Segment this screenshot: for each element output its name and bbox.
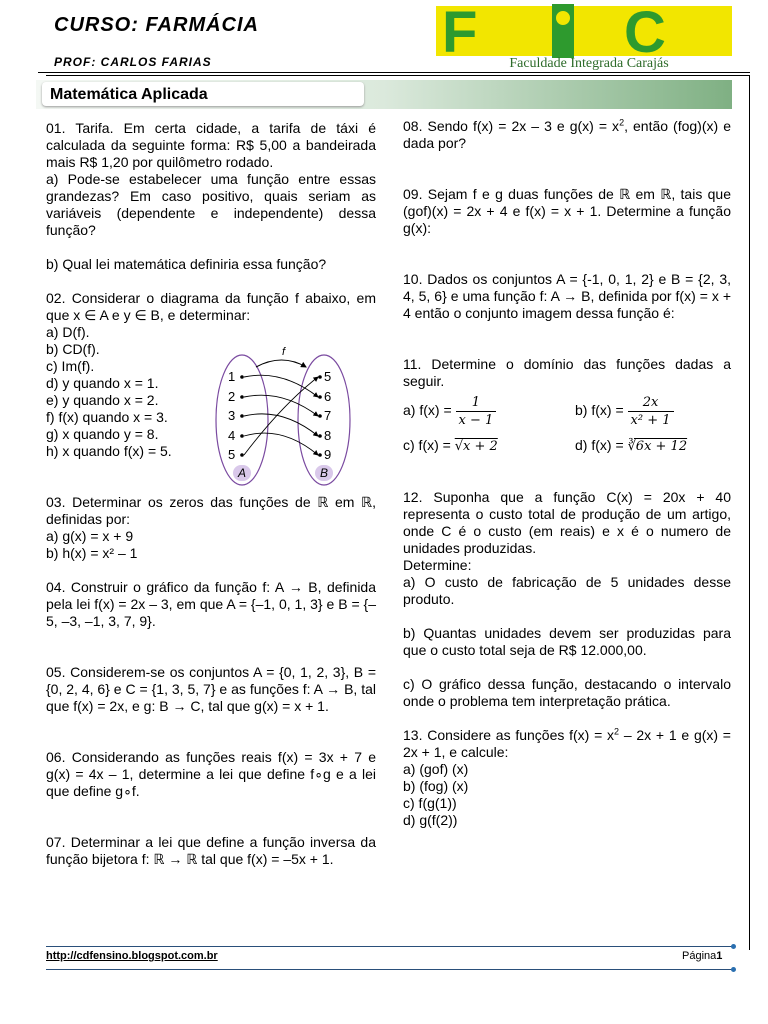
svg-text:F: F <box>442 4 478 65</box>
set-a-dot <box>240 434 244 438</box>
mapping-arrow <box>244 433 318 455</box>
question-12-determine: Determine: <box>403 557 472 573</box>
set-a-dot <box>240 375 244 379</box>
header-divider-bottom <box>46 75 750 76</box>
question-11-row-2 <box>403 437 731 455</box>
question-12c: c) O gráfico dessa função, destacando o intervalo onde o problema tem interpretação prática. <box>403 676 731 709</box>
subject-title: Matemática Aplicada <box>50 86 208 103</box>
set-a-label: A <box>238 466 247 480</box>
question-08: 08. Sendo f(x) = 2x – 3 e $g(x) = x^2$, então (fog)(x) e dada por? <box>403 117 731 151</box>
question-11-row-1 <box>403 394 731 429</box>
list-item: g) x quando y = 8. <box>46 426 159 442</box>
set-b-element: 9 <box>324 447 332 462</box>
page-border <box>749 76 750 950</box>
question-04: 04. Construir o gráfico da função f: A → B, definida pela lei f(x) = 2x – 3, em que A = {–1, 0, 1, 3} e B = {–5, –3, –1, 3, 7, 9}. <box>46 579 376 629</box>
question-13: 13. Considere as funções $f(x) = x^2 - 2x + 1$ e g(x) = 2x + 1, e calcule: <box>403 726 731 760</box>
subject-title-box <box>42 82 364 106</box>
logo-caption: Faculdade Integrada Carajás <box>509 56 669 71</box>
mapping-arrow <box>244 395 318 416</box>
question-11: 11. Determine o domínio das funções dadas a seguir. <box>403 356 731 389</box>
list-item: d) y quando x = 1. <box>46 375 159 391</box>
question-02: 02. Considerar o diagrama da função f abaixo, em que x ∈ A e y ∈ B, e determinar: <box>46 290 376 323</box>
question-03b: b) h(x) = x² – 1 <box>46 545 138 561</box>
question-01a: a) Pode-se estabelecer uma função entre essas grandezas? Em caso positivo, quais seriam as variáveis (dependente e independente) dessa função? <box>46 171 376 238</box>
course-title: CURSO: FARMÁCIA <box>54 14 259 36</box>
list-item: b) (fog) (x) <box>403 778 469 794</box>
question-06: 06. Considerando as funções reais f(x) = 3x + 7 e g(x) = 4x – 1, determine a lei que define f∘g e a lei que define g∘f. <box>46 749 376 799</box>
left-column <box>46 120 376 868</box>
list-item: a) (gof) (x) <box>403 761 469 777</box>
page-indicator <box>682 950 722 962</box>
set-a-element: 5 <box>228 447 236 462</box>
question-05: 05. Considerem-se os conjuntos A = {0, 1, 2, 3}, B = {0, 2, 4, 6} e C = {1, 3, 5, 7} e as funções f: A → B, tal que f(x) = 2x, e g: B → C, tal que g(x) = x + 1. <box>46 664 376 714</box>
fraction: $\frac{2x}{\text{x² + 1}}$ <box>628 394 674 429</box>
list-item: c) f(g(1)) <box>403 795 457 811</box>
function-diagram <box>206 345 366 490</box>
question-01b: b) Qual lei matemática definiria essa função? <box>46 256 327 272</box>
radical-expression: ∛6x + 12 <box>627 439 688 454</box>
set-a-element: 3 <box>228 408 236 423</box>
footer-divider <box>46 946 734 947</box>
question-12a: a) O custo de fabricação de 5 unidades desse produto. <box>403 574 731 607</box>
list-item: c) Im(f). <box>46 358 95 374</box>
set-b-element: 8 <box>324 428 332 443</box>
question-11a-label: a) f(x) = <box>403 402 452 419</box>
footer-dot <box>731 967 736 972</box>
list-item: d) g(f(2)) <box>403 812 458 828</box>
list-item: e) y quando x = 2. <box>46 392 159 408</box>
set-b-dot <box>318 414 322 418</box>
question-13-items <box>403 761 731 829</box>
set-b-dot <box>318 375 322 379</box>
set-b-dot <box>318 434 322 438</box>
list-item: a) D(f). <box>46 324 90 340</box>
set-a-dot <box>240 414 244 418</box>
question-11c-label: c) f(x) = <box>403 437 451 453</box>
question-02-items <box>46 324 206 460</box>
function-label: f <box>282 346 286 358</box>
set-b-label: B <box>320 466 329 480</box>
footer-dot <box>731 944 736 949</box>
function-arrow <box>256 360 306 367</box>
set-a-element: 1 <box>228 369 236 384</box>
svg-text:C: C <box>624 4 666 65</box>
blog-link[interactable]: http://cdfensino.blogspot.com.br <box>46 950 218 962</box>
footer-divider-bottom <box>46 969 734 970</box>
question-01: 01. Tarifa. Em certa cidade, a tarifa de táxi é calculada da seguinte forma: R$ 5,00 a bandeirada mais R$ 1,20 por quilômetro rodado. <box>46 120 376 170</box>
set-a-element: 2 <box>228 389 236 404</box>
set-b-element: 6 <box>324 389 332 404</box>
set-a-dot <box>240 453 244 457</box>
list-item: h) x quando f(x) = 5. <box>46 443 172 459</box>
question-07: 07. Determinar a lei que define a função inversa da função bijetora f: ℝ → ℝ tal que f(x) = –5x + 1. <box>46 834 376 867</box>
question-03: 03. Determinar os zeros das funções de ℝ em ℝ, definidas por: <box>46 494 376 527</box>
question-11b-label: b) f(x) = <box>575 402 624 419</box>
set-b-element: 5 <box>324 369 332 384</box>
question-09: 09. Sejam f e g duas funções de ℝ em ℝ, tais que (gof)(x) = 2x + 4 e f(x) = x + 1. Determine a função g(x): <box>403 186 731 236</box>
radical-expression: √x + 2 <box>454 439 498 454</box>
question-03a: a) g(x) = x + 9 <box>46 528 134 544</box>
question-10: 10. Dados os conjuntos A = {-1, 0, 1, 2} e B = {2, 3, 4, 5, 6} e uma função f: A → B, definida por f(x) = x + 4 então o conjunto imagem dessa função é: <box>403 271 731 321</box>
question-11d-label: d) f(x) = <box>575 437 624 453</box>
page-number: 1 <box>716 950 723 962</box>
professor-name: PROF: CARLOS FARIAS <box>54 55 212 69</box>
set-a-dot <box>240 395 244 399</box>
question-12b: b) Quantas unidades devem ser produzidas para que o custo total seja de R$ 12.000,00. <box>403 625 731 658</box>
set-b-element: 7 <box>324 408 332 423</box>
fraction: $\frac{1}{x - 1}$ <box>456 394 497 429</box>
set-a-element: 4 <box>228 428 236 443</box>
set-b-dot <box>318 395 322 399</box>
mapping-arrow <box>244 414 318 436</box>
question-12: 12. Suponha que a função C(x) = 20x + 40 representa o custo total de produção de um artigo, onde C é o custo (em reais) e x é o numero de unidades produzidas. <box>403 489 731 556</box>
right-column <box>403 118 731 829</box>
list-item: f) f(x) quando x = 3. <box>46 409 168 425</box>
set-b-dot <box>318 453 322 457</box>
list-item: b) CD(f). <box>46 341 100 357</box>
page-label: Página <box>682 950 717 962</box>
